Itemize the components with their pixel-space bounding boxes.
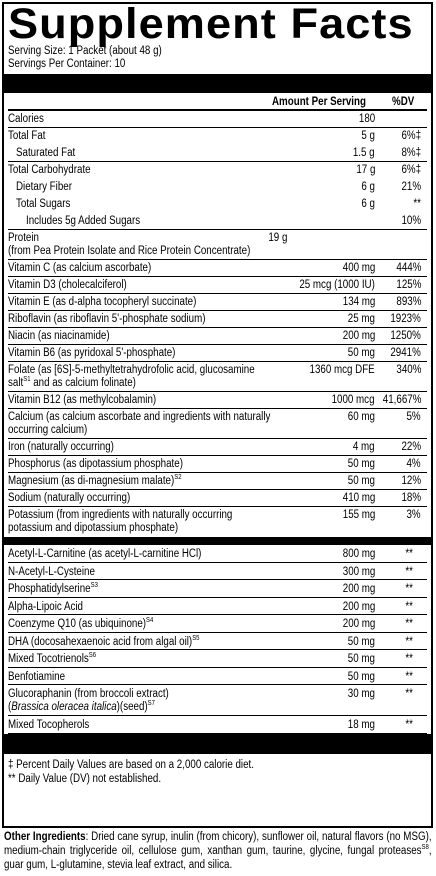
nutrient-row	[8, 439, 427, 456]
nutrient-name	[8, 458, 183, 471]
amount-value: 134 mg	[342, 296, 375, 308]
ingredient-row	[8, 615, 427, 633]
ingredient-name: Glucoraphanin (from broccoli extract) (Brassica oleracea italica)(seed)$^{S7}$	[8, 688, 169, 713]
amount-value: 50 mg	[347, 653, 375, 665]
nutrient-row	[8, 128, 427, 145]
nutrient-name-line1: Protein	[8, 232, 39, 244]
amount-value: 6 g	[361, 198, 375, 210]
other-ingredients	[4, 830, 432, 872]
other-ingredients-text: : Dried cane syrup, inulin (from chicory), sunflower oil, natural flavors (no MSG), medium-chain triglyceride oil, cellulose gum, xanthan gum, taurine, glycine, fungal proteases	[4, 831, 432, 857]
nutrient-name	[8, 279, 127, 292]
nutrient-name-line2: potassium and dipotassium phosphate)	[8, 522, 179, 534]
nutrient-row	[8, 507, 427, 537]
nutrient-row	[8, 409, 427, 439]
dv-value: **	[405, 565, 413, 578]
ingredient-name	[8, 618, 153, 631]
ingredient-name-line1: Coenzyme Q10 (as ubiquinone)	[8, 618, 147, 630]
nutrient-name	[8, 509, 232, 535]
nutrient-name-line1: Calories	[8, 113, 44, 125]
nutrient-name	[8, 347, 175, 360]
amount-value: 400 mg	[342, 262, 375, 274]
footnote-dv-not-established: ** Daily Value (DV) not established.	[8, 772, 162, 785]
dv-value: **	[405, 688, 413, 700]
nutrient-row	[8, 162, 427, 179]
nutrient-name-line1: Folate (as [6S]-5-methyltetrahydrofolic acid, glucosamine	[8, 364, 255, 376]
dv-value: 10%	[401, 215, 421, 227]
ingredient-row	[8, 650, 427, 668]
footnote-ref: S5	[192, 634, 200, 642]
nutrient-group	[8, 111, 427, 537]
ingredient-row	[8, 685, 427, 716]
amount-value: 1.5 g	[353, 147, 375, 159]
amount-value: 4 mg	[353, 441, 375, 453]
servings-per-container: Servings Per Container: 10	[8, 58, 126, 70]
nutrient-name	[8, 492, 130, 505]
nutrient-row	[8, 311, 427, 328]
amount-value: 25 mg	[347, 313, 375, 325]
dv-value: **	[405, 548, 413, 560]
nutrient-name-line1: Sodium (naturally occurring)	[8, 492, 131, 504]
ingredient-row	[8, 633, 427, 651]
amount-value: 19 g	[267, 232, 287, 244]
nutrient-row	[8, 145, 427, 162]
footnote-ref: S6	[88, 652, 97, 660]
ingredient-latin-name: Brassica oleracea italica	[11, 701, 117, 713]
nutrient-name-line1: Total Sugars	[16, 198, 71, 210]
amount-value: 17 g	[355, 164, 375, 176]
footnote-ref: S3	[90, 582, 98, 590]
ingredient-name	[8, 566, 95, 579]
dv-value: 893%	[395, 296, 421, 308]
dv-value: 2941%	[390, 347, 421, 359]
nutrient-name-line2: (from Pea Protein Isolate and Rice Protein Concentrate)	[8, 245, 251, 257]
amount-value: 6 g	[361, 181, 375, 193]
footnote-ref: S7	[147, 700, 155, 708]
nutrient-name-line1: Potassium (from ingredients with naturally occurring	[8, 509, 233, 521]
ingredient-name	[8, 548, 201, 561]
nutrient-name-line2-end: and as calcium folinate)	[30, 377, 136, 389]
nutrient-row	[8, 111, 427, 128]
amount-value: 25 mcg (1000 IU)	[299, 279, 375, 291]
dv-value: 21%	[401, 181, 421, 193]
ingredient-name-line1: Phosphatidylserine	[8, 583, 91, 595]
dv-value: **	[405, 670, 413, 683]
dv-value: 41,667%	[382, 394, 421, 406]
ingredient-name-line1: Benfotiamine	[8, 670, 66, 683]
amount-value: 200 mg	[342, 618, 375, 630]
ingredient-name	[8, 719, 89, 732]
amount-value: 30 mg	[347, 688, 375, 700]
nutrient-name	[8, 164, 91, 177]
nutrient-name	[8, 313, 205, 326]
nutrient-name-line1: Riboflavin (as riboflavin 5'-phosphate sodium)	[8, 313, 206, 325]
ingredient-name	[8, 653, 96, 666]
nutrient-row	[8, 213, 427, 230]
ingredient-row	[8, 563, 427, 581]
dv-value: **	[405, 618, 413, 630]
nutrient-name-line1: Niacin (as niacinamide)	[8, 330, 110, 342]
nutrient-name	[8, 262, 151, 275]
dv-value: 3%	[406, 509, 421, 521]
dv-value: **	[405, 719, 413, 731]
nutrient-name-line1: Calcium (as calcium ascorbate and ingredients with naturally	[8, 411, 271, 423]
ingredient-name-line1: Mixed Tocopherols	[8, 719, 90, 731]
nutrient-name	[8, 475, 182, 488]
ingredient-group	[8, 545, 427, 734]
dv-value: **	[405, 583, 413, 595]
ingredient-name	[8, 636, 199, 649]
nutrient-row	[8, 456, 427, 473]
other-ingredients-text-end: , guar gum, L-glutamine, stevia leaf extract, and silica.	[4, 845, 432, 871]
nutrient-name	[26, 215, 140, 228]
thick-divider	[4, 74, 431, 93]
ingredient-row	[8, 545, 427, 563]
dv-value: 4%	[406, 458, 421, 470]
ingredient-name	[8, 671, 65, 684]
footnote-ref: S2	[174, 474, 182, 482]
nutrient-row	[8, 490, 427, 507]
amount-value: 1000 mcg	[332, 394, 375, 406]
nutrient-name	[8, 411, 270, 437]
nutrient-name-line2: occurring calcium)	[8, 424, 88, 436]
nutrient-row	[8, 260, 427, 277]
thick-divider-bottom	[4, 734, 431, 754]
dv-value: 1250%	[390, 330, 421, 342]
nutrient-row	[8, 179, 427, 196]
nutrient-row	[8, 230, 427, 260]
dv-value: **	[405, 635, 413, 648]
nutrient-name-line1: Magnesium (as di-magnesium malate)	[8, 475, 175, 487]
ingredient-name-line2: )(seed)	[116, 701, 148, 713]
amount-value: 1360 mcg DFE	[309, 364, 375, 376]
nutrient-name-line1: Saturated Fat	[16, 147, 76, 159]
column-header	[8, 93, 427, 111]
supplement-facts-panel	[2, 2, 433, 828]
footnote-ref: S4	[146, 617, 154, 625]
dv-value: 6%‡	[401, 164, 421, 176]
amount-header: Amount Per Serving	[272, 96, 366, 108]
nutrient-row	[8, 473, 427, 490]
nutrient-name	[8, 364, 255, 390]
dv-value: **	[405, 653, 413, 665]
nutrient-row	[8, 345, 427, 362]
dv-value: 6%‡	[401, 130, 421, 142]
nutrient-row	[8, 392, 427, 409]
amount-value: 50 mg	[347, 458, 375, 470]
ingredient-row	[8, 598, 427, 616]
nutrient-name	[16, 181, 72, 194]
amount-value: 800 mg	[342, 548, 375, 560]
nutrient-name-line1: Vitamin E (as d-alpha tocopheryl succinate)	[8, 296, 197, 308]
ingredient-name-line1: Mixed Tocotrienols	[8, 653, 89, 665]
amount-value: 50 mg	[347, 475, 375, 487]
amount-value: 300 mg	[342, 565, 375, 578]
ingredient-name-line1: DHA (docosahexaenoic acid from algal oil)	[8, 635, 193, 648]
nutrient-name	[8, 330, 110, 343]
ingredient-row	[8, 580, 427, 598]
nutrient-name	[8, 296, 196, 309]
ingredient-name	[8, 583, 98, 596]
amount-value: 5 g	[361, 130, 375, 142]
nutrient-name	[8, 441, 114, 454]
nutrient-name-line1: Phosphorus (as dipotassium phosphate)	[8, 458, 183, 470]
nutrient-name-line1: Total Carbohydrate	[8, 164, 91, 176]
nutrient-row	[8, 196, 427, 213]
dv-header: %DV	[392, 96, 415, 108]
amount-value: 180	[358, 113, 375, 125]
dv-value: 444%	[395, 262, 421, 274]
nutrient-name-line1: Vitamin D3 (cholecalciferol)	[8, 279, 127, 291]
amount-value: 200 mg	[342, 330, 375, 342]
amount-value: 18 mg	[347, 719, 375, 731]
nutrient-row	[8, 362, 427, 392]
dv-value: **	[413, 198, 421, 210]
nutrient-name-line1: Iron (naturally occurring)	[8, 441, 114, 453]
dv-value: 8%‡	[401, 147, 421, 159]
dv-value: 125%	[395, 279, 421, 291]
other-ingredients-label: Other Ingredients	[4, 831, 86, 843]
nutrient-name	[8, 394, 156, 407]
dv-value: 5%	[406, 411, 421, 423]
nutrient-row	[8, 277, 427, 294]
nutrient-name	[8, 130, 45, 143]
dv-value: 340%	[395, 364, 421, 376]
ingredient-row	[8, 716, 427, 734]
amount-value: 50 mg	[347, 670, 375, 683]
nutrient-name-line1: Vitamin C (as calcium ascorbate)	[8, 262, 152, 274]
amount-value: 50 mg	[347, 347, 375, 359]
ingredient-name-line1: Acetyl-L-Carnitine (as acetyl-L-carnitine HCl)	[8, 548, 202, 560]
panel-title: Supplement Facts	[8, 0, 414, 48]
ingredient-name-line1: Alpha-Lipoic Acid	[8, 600, 83, 613]
dv-value: 22%	[401, 441, 421, 453]
nutrient-name-line1: Includes 5g Added Sugars	[26, 215, 141, 227]
mid-divider	[4, 537, 431, 545]
nutrient-row	[8, 294, 427, 311]
ingredient-name-line1: N-Acetyl-L-Cysteine	[8, 565, 95, 578]
nutrient-name-line1: Vitamin B6 (as pyridoxal 5'-phosphate)	[8, 347, 176, 359]
dv-value: 1923%	[390, 313, 421, 325]
dv-value: 12%	[401, 475, 421, 487]
ingredient-row	[8, 668, 427, 686]
amount-value: 410 mg	[342, 492, 375, 504]
amount-value: 60 mg	[347, 411, 375, 423]
nutrient-name	[16, 147, 75, 160]
nutrient-row	[8, 328, 427, 345]
nutrient-name	[16, 198, 70, 211]
nutrient-name-line1: Dietary Fiber	[16, 181, 72, 193]
nutrient-name	[8, 113, 44, 126]
dv-value: **	[405, 600, 413, 613]
amount-value: 155 mg	[342, 509, 375, 521]
nutrient-name-line1: Total Fat	[8, 130, 46, 142]
footnote-ref: S1	[23, 376, 31, 384]
ingredient-name	[8, 601, 83, 614]
footnote-dv-basis: ‡ Percent Daily Values are based on a 2,000 calorie diet.	[8, 758, 254, 771]
ingredient-name-line1: Glucoraphanin (from broccoli extract)	[8, 688, 169, 700]
amount-value: 200 mg	[342, 583, 375, 595]
amount-value: 50 mg	[347, 635, 375, 648]
nutrient-name	[8, 232, 250, 258]
nutrient-name-line1: Vitamin B12 (as methylcobalamin)	[8, 394, 157, 406]
nutrient-name-line2: salt	[8, 377, 24, 389]
serving-size: Serving Size: 1 Packet (about 48 g)	[8, 45, 162, 57]
other-ingredients-sup: S8	[421, 844, 429, 852]
dv-value: 18%	[401, 492, 421, 504]
amount-value: 200 mg	[342, 600, 375, 613]
